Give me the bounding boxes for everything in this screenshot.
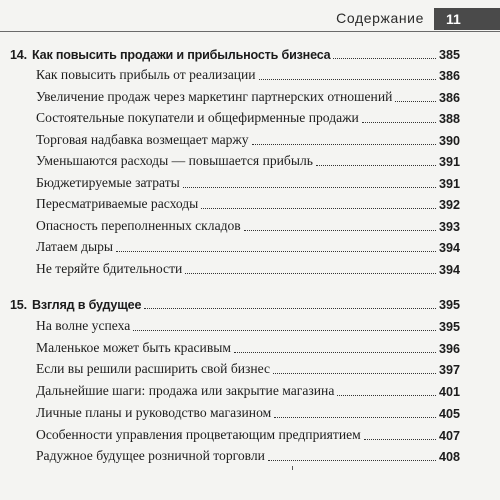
entry-title: Пересматриваемые расходы xyxy=(36,196,199,211)
entry-title: Личные планы и руководство магазином xyxy=(36,405,272,420)
dot-leader xyxy=(183,187,436,188)
page-number: 395 xyxy=(438,298,460,312)
chapter-title: 15. Взгляд в будущее xyxy=(10,298,142,312)
page-number: 394 xyxy=(438,263,460,277)
page-number: 393 xyxy=(438,220,460,234)
entry-title: Латаем дыры xyxy=(36,239,114,254)
page-number: 397 xyxy=(438,363,460,377)
dot-leader xyxy=(244,230,436,231)
page-number: 392 xyxy=(438,198,460,212)
header-page-number: 11 xyxy=(434,8,500,30)
dot-leader xyxy=(316,165,436,166)
toc-entry[interactable] xyxy=(36,383,460,399)
toc-entry[interactable] xyxy=(36,175,460,191)
toc-entry[interactable] xyxy=(36,239,460,255)
toc-chapter-14[interactable] xyxy=(10,46,460,62)
page-number: 386 xyxy=(438,69,460,83)
dot-leader xyxy=(116,251,436,252)
page-number: 388 xyxy=(438,112,460,126)
dot-leader xyxy=(333,58,436,59)
dot-leader xyxy=(234,352,436,353)
chapter-number: 15. xyxy=(10,298,27,312)
header-rule xyxy=(0,31,500,32)
page-number: 401 xyxy=(438,385,460,399)
entry-title: Маленькое может быть красивым xyxy=(36,340,231,355)
dot-leader xyxy=(144,308,436,309)
entry-title: Не теряйте бдительности xyxy=(36,261,183,276)
running-header xyxy=(0,8,500,32)
dot-leader xyxy=(362,122,436,123)
page-number: 385 xyxy=(438,48,460,62)
page-number: 386 xyxy=(438,91,460,105)
entry-title: Увеличение продаж через маркетинг партнерских отношений xyxy=(36,89,393,104)
dot-leader xyxy=(274,417,436,418)
entry-title: Особенности управления процветающим предприятием xyxy=(36,427,361,442)
toc-entry[interactable] xyxy=(36,318,460,334)
toc-entry[interactable] xyxy=(36,132,460,148)
page-number: 391 xyxy=(438,155,460,169)
entry-title: Бюджетируемые затраты xyxy=(36,175,180,190)
page-number: 391 xyxy=(438,177,460,191)
toc-entry[interactable] xyxy=(36,427,460,443)
toc-entry[interactable] xyxy=(36,361,460,377)
dot-leader xyxy=(201,208,436,209)
entry-title: Дальнейшие шаги: продажа или закрытие магазина xyxy=(36,383,335,398)
toc-entry[interactable] xyxy=(36,196,460,212)
entry-title: Как повысить прибыль от реализации xyxy=(36,67,256,82)
chapter-number: 14. xyxy=(10,48,27,62)
toc-entry[interactable] xyxy=(36,67,460,83)
page-number: 407 xyxy=(438,429,460,443)
dot-leader xyxy=(268,460,436,461)
dot-leader xyxy=(364,439,436,440)
dot-leader xyxy=(252,144,436,145)
dot-leader xyxy=(185,273,436,274)
entry-title: Уменьшаются расходы — повышается прибыль xyxy=(36,153,313,168)
dot-leader xyxy=(259,79,436,80)
chapter-title: 14. Как повысить продажи и прибыльность бизнеса xyxy=(10,48,331,62)
entry-title: Если вы решили расширить свой бизнес xyxy=(36,361,271,376)
entry-title: На волне успеха xyxy=(36,318,131,333)
toc-entry[interactable] xyxy=(36,448,460,464)
entry-title: Состоятельные покупатели и общефирменные продажи xyxy=(36,110,359,125)
toc-chapter-15[interactable] xyxy=(10,296,460,312)
dot-leader xyxy=(395,101,436,102)
dot-leader xyxy=(273,373,436,374)
page-number: 394 xyxy=(438,241,460,255)
page-number: 408 xyxy=(438,450,460,464)
page-number: 390 xyxy=(438,134,460,148)
toc-entry[interactable] xyxy=(36,340,460,356)
entry-title: Торговая надбавка возмещает маржу xyxy=(36,132,249,147)
dot-leader xyxy=(337,395,436,396)
toc-entry[interactable] xyxy=(36,218,460,234)
page-number: 396 xyxy=(438,342,460,356)
toc-entry[interactable] xyxy=(36,405,460,421)
entry-title: Опасность переполненных складов xyxy=(36,218,241,233)
page-number: 395 xyxy=(438,320,460,334)
toc-entry[interactable] xyxy=(36,110,460,126)
toc-entry[interactable] xyxy=(36,261,460,277)
print-speck xyxy=(292,466,293,470)
page-number: 405 xyxy=(438,407,460,421)
header-title: Содержание xyxy=(336,10,424,26)
dot-leader xyxy=(133,330,436,331)
entry-title: Радужное будущее розничной торговли xyxy=(36,448,265,463)
toc-entry[interactable] xyxy=(36,89,460,105)
toc-entry[interactable] xyxy=(36,153,460,169)
